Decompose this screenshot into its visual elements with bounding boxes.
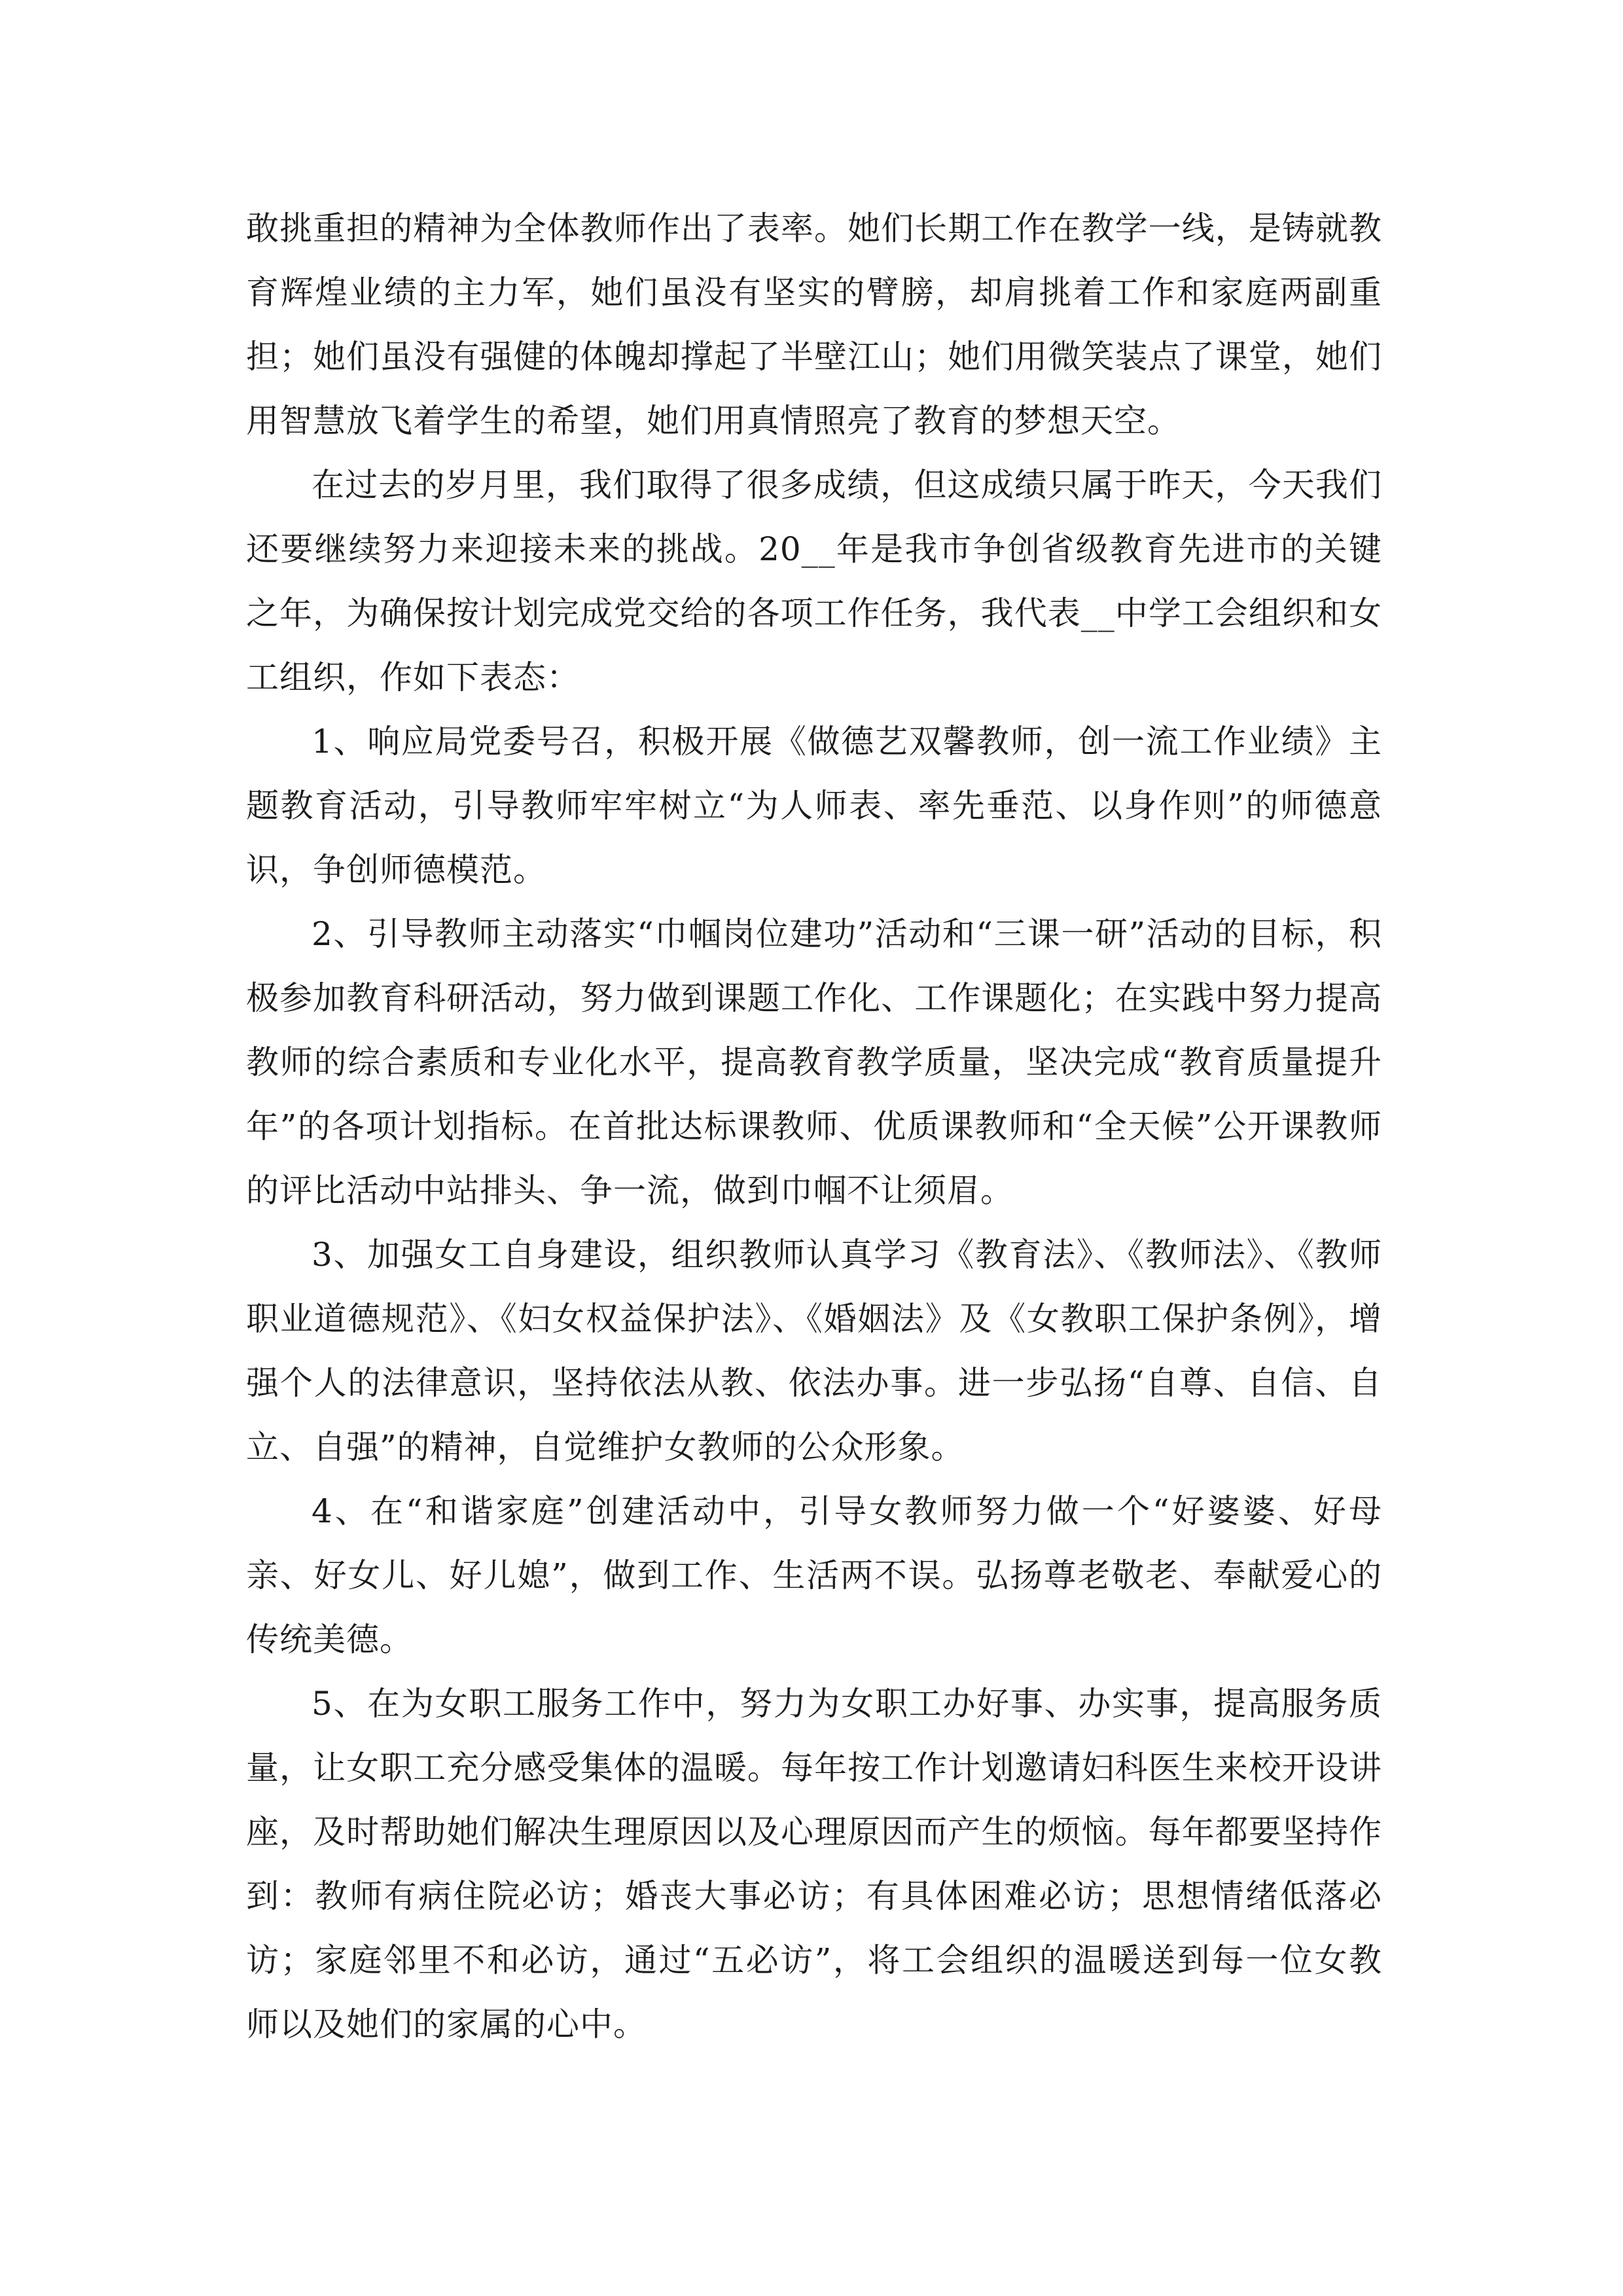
paragraph-item-4: 4、在“和谐家庭”创建活动中，引导女教师努力做一个“好婆婆、好母亲、好女儿、好儿媳”，做到工作、生活两不误。弘扬尊老敬老、奉献爱心的传统美德。 [246,1492,1382,1659]
paragraph-continuation: 敢挑重担的精神为全体教师作出了表率。她们长期工作在教学一线，是铸就教育辉煌业绩的主力军，她们虽没有坚实的臂膀，却肩挑着工作和家庭两副重担；她们虽没有强健的体魄却撑起了半壁江山；她们用微笑装点了课堂，她们用智慧放飞着学生的希望，她们用真情照亮了教育的梦想天空。 [246,209,1382,440]
paragraph-intro-statement: 在过去的岁月里，我们取得了很多成绩，但这成绩只属于昨天，今天我们还要继续努力来迎接未来的挑战。20__年是我市争创省级教育先进市的关键之年，为确保按计划完成党交给的各项工作任务，我代表__中学工会组织和女工组织，作如下表态： [246,466,1382,696]
paragraph-item-3: 3、加强女工自身建设，组织教师认真学习《教育法》、《教师法》、《教师职业道德规范》、《妇女权益保护法》、《婚姻法》及《女教职工保护条例》，增强个人的法律意识，坚持依法从教、依法办事。进一步弘扬“自尊、自信、自立、自强”的精神，自觉维护女教师的公众形象。 [246,1236,1382,1466]
paragraph-item-5: 5、在为女职工服务工作中，努力为女职工办好事、办实事，提高服务质量，让女职工充分感受集体的温暖。每年按工作计划邀请妇科医生来校开设讲座，及时帮助她们解决生理原因以及心理原因而产生的烦恼。每年都要坚持作到：教师有病住院必访；婚丧大事必访；有具体困难必访；思想情绪低落必访；家庭邻里不和必访，通过“五必访”，将工会组织的温暖送到每一位女教师以及她们的家属的心中。 [246,1685,1382,2043]
document-body [246,196,1382,2056]
paragraph-item-2: 2、引导教师主动落实“巾帼岗位建功”活动和“三课一研”活动的目标，积极参加教育科研活动，努力做到课题工作化、工作课题化；在实践中努力提高教师的综合素质和专业化水平，提高教育教学质量，坚决完成“教育质量提升年”的各项计划指标。在首批达标课教师、优质课教师和“全天候”公开课教师的评比活动中站排头、争一流，做到巾帼不让须眉。 [246,915,1382,1210]
paragraph-item-1: 1、响应局党委号召，积极开展《做德艺双馨教师，创一流工作业绩》主题教育活动，引导教师牢牢树立“为人师表、率先垂范、以身作则”的师德意识，争创师德模范。 [246,723,1382,889]
